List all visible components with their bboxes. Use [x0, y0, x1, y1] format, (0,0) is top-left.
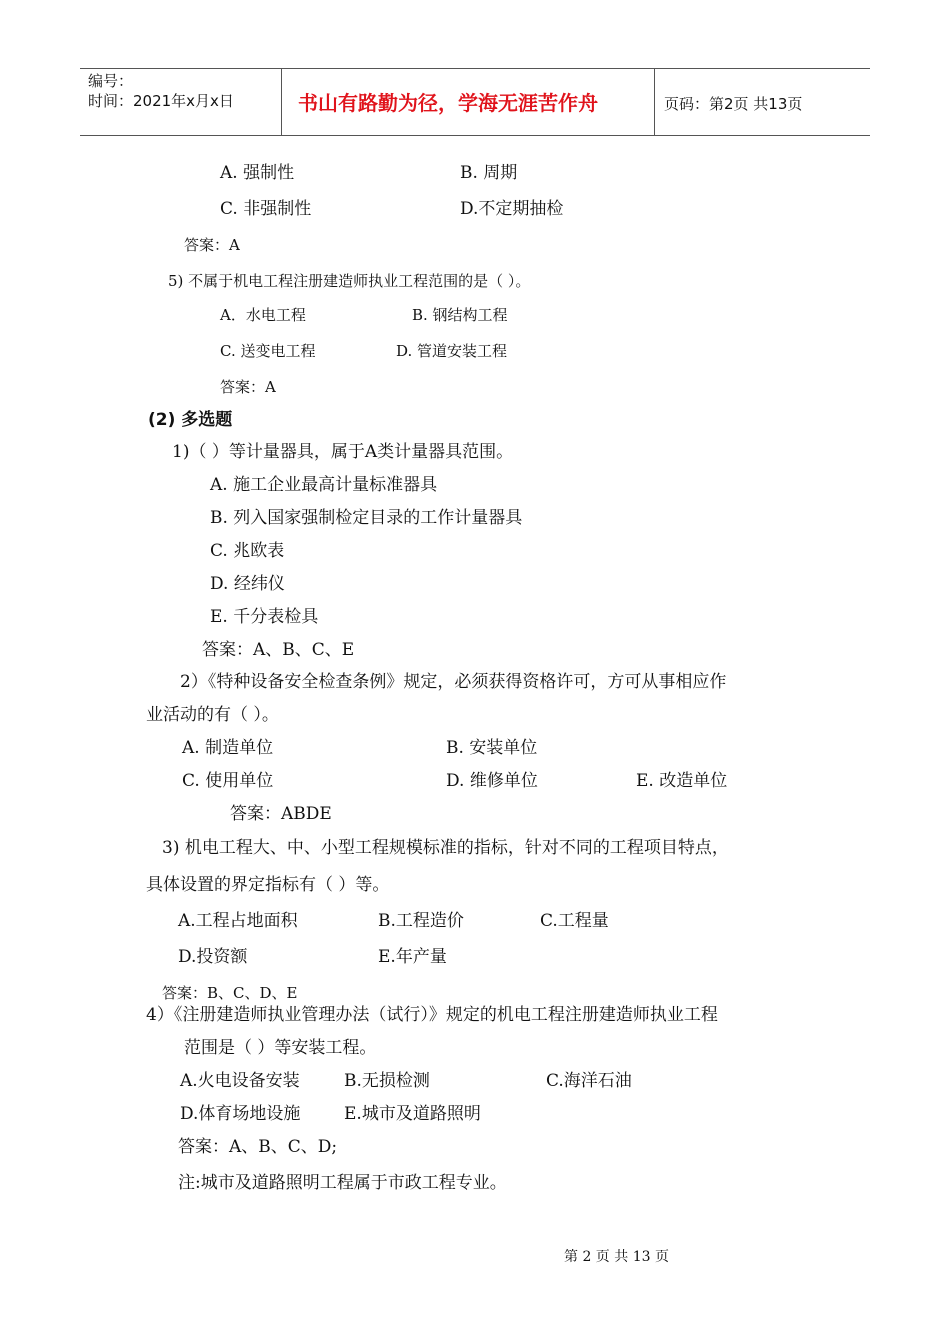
header-page-info: 页码：第2页 共13页	[664, 95, 803, 113]
q5-option-a: A．水电工程	[220, 306, 306, 324]
m2-option-d: D. 维修单位	[446, 771, 538, 791]
m1-option-a: A. 施工企业最高计量标准器具	[210, 475, 438, 495]
header-motto: 书山有路勤为径，学海无涯苦作舟	[298, 91, 598, 115]
q5-stem: 5) 不属于机电工程注册建造师执业工程范围的是（ ）。	[168, 272, 531, 290]
m3-answer: 答案：B、C、D、E	[162, 984, 298, 1002]
m1-option-c: C. 兆欧表	[210, 541, 285, 561]
m2-option-e: E. 改造单位	[636, 771, 728, 791]
section-title-multiple-choice: (2) 多选题	[148, 410, 233, 430]
q4prev-option-b: B. 周期	[460, 163, 518, 183]
m4-stem-line2: 范围是（ ）等安装工程。	[184, 1038, 377, 1058]
m4-option-e: E.城市及道路照明	[344, 1104, 481, 1124]
header-top-border	[80, 68, 870, 69]
m3-stem-line1: 3) 机电工程大、中、小型工程规模标准的指标，针对不同的工程项目特点，	[162, 838, 729, 858]
m4-option-c: C.海洋石油	[546, 1071, 632, 1091]
m3-option-e: E.年产量	[378, 947, 447, 967]
m2-stem-line2: 业活动的有（ ）。	[146, 705, 279, 725]
q5-option-d: D. 管道安装工程	[396, 342, 508, 360]
m4-answer: 答案：A、B、C、D;	[178, 1137, 338, 1157]
q4prev-option-c: C. 非强制性	[220, 199, 312, 219]
m1-option-e: E. 千分表检具	[210, 607, 319, 627]
m3-option-b: B.工程造价	[378, 911, 464, 931]
m3-stem-line2: 具体设置的界定指标有（ ）等。	[146, 875, 390, 895]
m4-option-a: A.火电设备安装	[180, 1071, 300, 1091]
m1-option-b: B. 列入国家强制检定目录的工作计量器具	[210, 508, 523, 528]
m3-option-c: C.工程量	[540, 911, 609, 931]
m2-stem-line1: 2）《特种设备安全检查条例》规定，必须获得资格许可，方可从事相应作	[180, 672, 727, 692]
q4prev-answer: 答案：A	[184, 236, 240, 254]
m4-option-b: B.无损检测	[344, 1071, 430, 1091]
m2-option-b: B. 安装单位	[446, 738, 538, 758]
m2-option-c: C. 使用单位	[182, 771, 274, 791]
m4-note: 注:城市及道路照明工程属于市政工程专业。	[178, 1173, 507, 1193]
document-time-label: 时间：2021年x月x日	[88, 92, 234, 110]
header-bottom-border	[80, 135, 870, 136]
m4-option-d: D.体育场地设施	[180, 1104, 301, 1124]
q4prev-option-d: D.不定期抽检	[460, 199, 564, 219]
m3-option-d: D.投资额	[178, 947, 248, 967]
m2-answer: 答案：ABDE	[230, 804, 332, 824]
q5-option-c: C. 送变电工程	[220, 342, 316, 360]
m1-answer: 答案：A、B、C、E	[202, 640, 355, 660]
q5-answer: 答案：A	[220, 378, 276, 396]
m2-option-a: A. 制造单位	[182, 738, 274, 758]
header-divider-right	[654, 68, 655, 136]
m3-option-a: A.工程占地面积	[178, 911, 298, 931]
footer-page-number: 第 2 页 共 13 页	[564, 1249, 669, 1265]
document-number-label: 编号：	[88, 72, 134, 90]
q5-option-b: B. 钢结构工程	[412, 306, 508, 324]
m1-stem: 1)（ ）等计量器具，属于A类计量器具范围。	[172, 442, 514, 462]
m4-stem-line1: 4）《注册建造师执业管理办法（试行）》规定的机电工程注册建造师执业工程	[146, 1005, 718, 1025]
header-divider-left	[281, 68, 282, 136]
m1-option-d: D. 经纬仪	[210, 574, 285, 594]
q4prev-option-a: A. 强制性	[220, 163, 295, 183]
